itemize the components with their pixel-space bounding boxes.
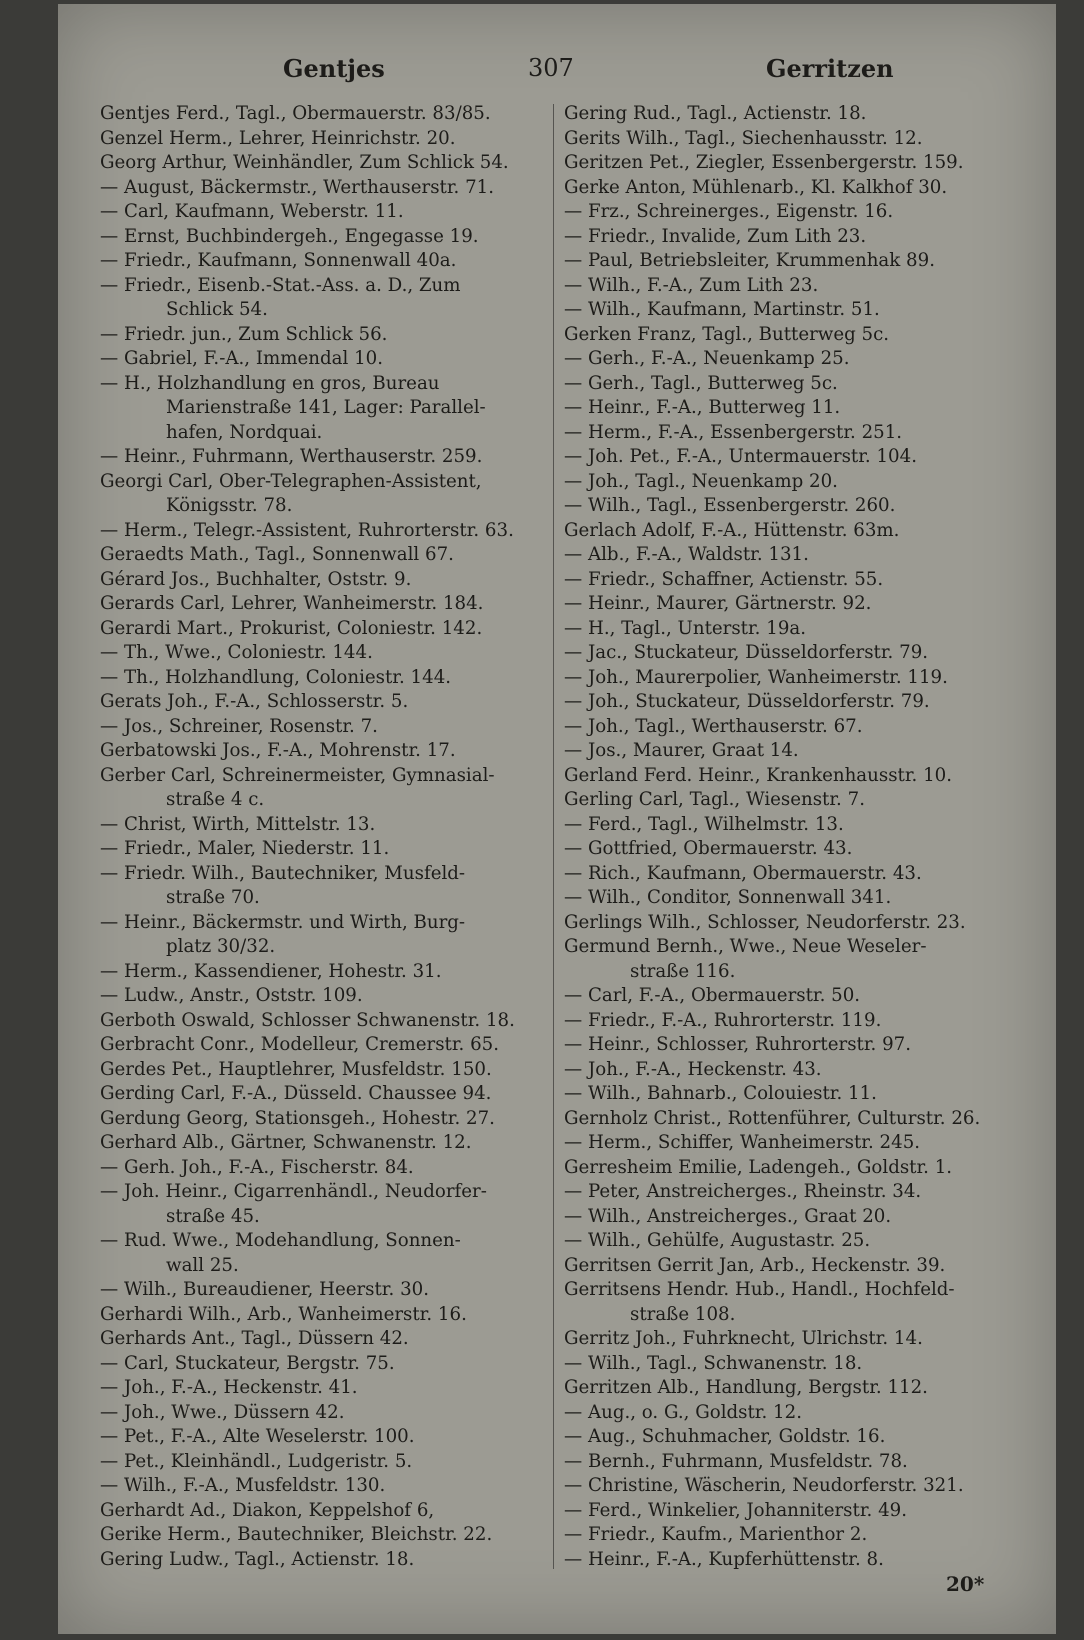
directory-entry: Gerits Wilh., Tagl., Siechenhausstr. 12. <box>564 127 923 149</box>
directory-entry: — Jos., Schreiner, Rosenstr. 7. <box>100 715 378 737</box>
header-right-keyword: Gerritzen <box>766 54 894 83</box>
sheet-signature: 20* <box>946 1572 985 1596</box>
directory-entry: — Th., Holzhandlung, Coloniestr. 144. <box>100 666 452 688</box>
directory-entry: Gerritsens Hendr. Hub., Handl., Hochfeld- <box>564 1279 955 1300</box>
directory-entry: — Pet., F.-A., Alte Weselerstr. 100. <box>100 1426 415 1447</box>
right-column <box>564 102 1024 1572</box>
directory-entry: Georgi Carl, Ober-Telegraphen-Assistent, <box>100 470 482 492</box>
directory-entry: — Wilh., Bureaudiener, Heerstr. 30. <box>100 1279 429 1300</box>
entry-continuation: Schlick 54. <box>166 299 268 320</box>
directory-entry: — Th., Wwe., Coloniestr. 144. <box>100 642 373 663</box>
directory-entry: Gerke Anton, Mühlenarb., Kl. Kalkhof 30. <box>564 176 948 198</box>
directory-entry: — Ferd., Tagl., Wilhelmstr. 13. <box>564 813 844 835</box>
entry-continuation: wall 25. <box>166 1254 239 1276</box>
directory-entry: — Herm., Kassendiener, Hohestr. 31. <box>100 960 442 982</box>
directory-entry: — Wilh., Gehülfe, Augustastr. 25. <box>564 1230 871 1251</box>
directory-entry: Gerhard Alb., Gärtner, Schwanenstr. 12. <box>100 1132 472 1153</box>
directory-entry: Geritzen Pet., Ziegler, Essenbergerstr. 159. <box>564 152 964 173</box>
directory-entry: Gerling Carl, Tagl., Wiesenstr. 7. <box>564 789 865 810</box>
directory-entry: — Friedr., Maler, Niederstr. 11. <box>100 838 390 859</box>
directory-entry: — Friedr., Kaufm., Marienthor 2. <box>564 1524 868 1545</box>
entry-continuation: straße 70. <box>166 887 260 908</box>
directory-entry: Geraedts Math., Tagl., Sonnenwall 67. <box>100 544 454 565</box>
directory-entry: — Aug., o. G., Goldstr. 12. <box>564 1401 802 1423</box>
directory-entry: Gerritsen Gerrit Jan, Arb., Heckenstr. 39. <box>564 1254 946 1276</box>
directory-entry: Germund Bernh., Wwe., Neue Weseler- <box>564 936 927 957</box>
directory-entry: Gerats Joh., F.-A., Schlosserstr. 5. <box>100 691 409 712</box>
directory-entry: — Wilh., F.-A., Zum Lith 23. <box>564 274 819 296</box>
entry-continuation: straße 45. <box>166 1205 260 1227</box>
left-column <box>100 102 550 1572</box>
directory-entry: Gerken Franz, Tagl., Butterweg 5c. <box>564 323 890 345</box>
directory-entry: — Carl, Kaufmann, Weberstr. 11. <box>100 201 404 222</box>
directory-entry: — Heinr., F.-A., Kupferhüttenstr. 8. <box>564 1548 884 1570</box>
directory-entry: — Joh. Pet., F.-A., Untermauerstr. 104. <box>564 446 917 467</box>
directory-entry: — Gottfried, Obermauerstr. 43. <box>564 838 853 859</box>
directory-entry: — Alb., F.-A., Waldstr. 131. <box>564 544 809 565</box>
directory-entry: — Heinr., Fuhrmann, Werthauserstr. 259. <box>100 446 483 467</box>
directory-entry: — Heinr., F.-A., Butterweg 11. <box>564 397 841 418</box>
entry-continuation: Marienstraße 141, Lager: Parallel- <box>166 397 486 418</box>
directory-entry: — Wilh., F.-A., Musfeldstr. 130. <box>100 1475 386 1496</box>
directory-entry: — Wilh., Kaufmann, Martinstr. 51. <box>564 299 880 320</box>
directory-entry: Gernholz Christ., Rottenführer, Culturstr. 26. <box>564 1107 981 1129</box>
directory-entry: — Friedr. jun., Zum Schlick 56. <box>100 323 388 345</box>
directory-entry: Gering Ludw., Tagl., Actienstr. 18. <box>100 1548 415 1570</box>
directory-entry: — Christine, Wäscherin, Neudorferstr. 321. <box>564 1475 964 1496</box>
directory-entry: — Paul, Betriebsleiter, Krummenhak 89. <box>564 250 935 271</box>
directory-entry: — Heinr., Maurer, Gärtnerstr. 92. <box>564 593 872 614</box>
directory-entry: — Frz., Schreinerges., Eigenstr. 16. <box>564 201 894 222</box>
directory-entry: Gerland Ferd. Heinr., Krankenhausstr. 10. <box>564 764 953 786</box>
directory-entry: — Joh. Heinr., Cigarrenhändl., Neudorfer- <box>100 1181 487 1202</box>
directory-entry: Gerdung Georg, Stationsgeh., Hohestr. 27. <box>100 1107 495 1129</box>
directory-entry: Gerding Carl, F.-A., Düsseld. Chaussee 94. <box>100 1083 492 1104</box>
header-left-keyword: Gentjes <box>283 54 385 83</box>
directory-entry: — Heinr., Schlosser, Ruhrorterstr. 97. <box>564 1034 912 1055</box>
directory-entry: — Wilh., Bahnarb., Colouiestr. 11. <box>564 1083 877 1104</box>
directory-entry: Georg Arthur, Weinhändler, Zum Schlick 54. <box>100 152 509 173</box>
directory-entry: Gerritz Joh., Fuhrknecht, Ulrichstr. 14. <box>564 1328 923 1349</box>
directory-entry: — Jac., Stuckateur, Düsseldorferstr. 79. <box>564 642 929 663</box>
directory-entry: — Wilh., Conditor, Sonnenwall 341. <box>564 887 892 908</box>
directory-entry: Gerbatowski Jos., F.-A., Mohrenstr. 17. <box>100 740 456 761</box>
directory-entry: — Herm., Telegr.-Assistent, Ruhrorterstr. 63. <box>100 519 514 541</box>
entry-continuation: platz 30/32. <box>166 936 276 957</box>
directory-entry: — Friedr. Wilh., Bautechniker, Musfeld- <box>100 862 466 884</box>
directory-entry: — Aug., Schuhmacher, Goldstr. 16. <box>564 1426 886 1447</box>
directory-entry: Gerboth Oswald, Schlosser Schwanenstr. 18. <box>100 1009 515 1031</box>
directory-entry: — Joh., Tagl., Werthauserstr. 67. <box>564 715 863 737</box>
directory-entry: — Bernh., Fuhrmann, Musfeldstr. 78. <box>564 1450 908 1472</box>
directory-entry: Gérard Jos., Buchhalter, Oststr. 9. <box>100 568 412 590</box>
directory-entry: — Carl, F.-A., Obermauerstr. 50. <box>564 985 861 1006</box>
directory-entry: — Joh., Tagl., Neuenkamp 20. <box>564 470 838 492</box>
directory-entry: Gentjes Ferd., Tagl., Obermauerstr. 83/85. <box>100 103 491 124</box>
directory-entry: — Friedr., Kaufmann, Sonnenwall 40a. <box>100 250 457 271</box>
directory-entry: — Joh., Stuckateur, Düsseldorferstr. 79. <box>564 691 930 712</box>
directory-entry: — Joh., Maurerpolier, Wanheimerstr. 119. <box>564 666 948 688</box>
directory-entry: — Joh., Wwe., Düssern 42. <box>100 1401 345 1423</box>
directory-entry: — Wilh., Tagl., Essenbergerstr. 260. <box>564 495 896 516</box>
directory-entry: Gerlings Wilh., Schlosser, Neudorferstr. 23. <box>564 911 966 933</box>
directory-entry: Gering Rud., Tagl., Actienstr. 18. <box>564 103 867 124</box>
directory-entry: Gerlach Adolf, F.-A., Hüttenstr. 63m. <box>564 519 900 541</box>
directory-entry: — Jos., Maurer, Graat 14. <box>564 740 799 761</box>
page-number: 307 <box>528 54 574 82</box>
directory-entry: — Peter, Anstreicherges., Rheinstr. 34. <box>564 1181 922 1202</box>
directory-entry: Gerhardi Wilh., Arb., Wanheimerstr. 16. <box>100 1303 467 1325</box>
directory-entry: Gerardi Mart., Prokurist, Coloniestr. 142. <box>100 617 483 639</box>
directory-entry: Gerresheim Emilie, Ladengeh., Goldstr. 1. <box>564 1156 953 1178</box>
directory-entry: — Wilh., Anstreicherges., Graat 20. <box>564 1205 892 1227</box>
directory-entry: Gerhardt Ad., Diakon, Keppelshof 6, <box>100 1499 435 1521</box>
directory-entry: — Rich., Kaufmann, Obermauerstr. 43. <box>564 862 922 884</box>
directory-entry: Gerdes Pet., Hauptlehrer, Musfeldstr. 150. <box>100 1058 492 1080</box>
entry-continuation: straße 116. <box>630 960 736 982</box>
directory-entry: Gerber Carl, Schreinermeister, Gymnasial- <box>100 764 495 786</box>
directory-entry: — Wilh., Tagl., Schwanenstr. 18. <box>564 1352 863 1374</box>
entry-continuation: Königsstr. 78. <box>166 495 293 516</box>
directory-entry: — Friedr., F.-A., Ruhrorterstr. 119. <box>564 1009 882 1031</box>
directory-entry: — Gerh., F.-A., Neuenkamp 25. <box>564 348 850 369</box>
directory-entry: — Gerh., Tagl., Butterweg 5c. <box>564 372 838 394</box>
directory-entry: — August, Bäckermstr., Werthauserstr. 71. <box>100 176 495 198</box>
directory-page <box>58 4 1056 1634</box>
directory-entry: — Pet., Kleinhändl., Ludgeristr. 5. <box>100 1450 413 1472</box>
directory-entry: — Ludw., Anstr., Oststr. 109. <box>100 985 363 1006</box>
directory-entry: — Joh., F.-A., Heckenstr. 43. <box>564 1058 822 1080</box>
directory-entry: — Friedr., Invalide, Zum Lith 23. <box>564 225 867 247</box>
directory-entry: — Friedr., Schaffner, Actienstr. 55. <box>564 568 884 590</box>
entry-continuation: straße 4 c. <box>166 789 265 810</box>
directory-entry: — Ernst, Buchbindergeh., Engegasse 19. <box>100 225 479 247</box>
directory-entry: — Herm., Schiffer, Wanheimerstr. 245. <box>564 1132 921 1153</box>
directory-entry: — Friedr., Eisenb.-Stat.-Ass. a. D., Zum <box>100 274 461 296</box>
directory-entry: — Heinr., Bäckermstr. und Wirth, Burg- <box>100 911 466 933</box>
directory-entry: — Christ, Wirth, Mittelstr. 13. <box>100 813 376 835</box>
directory-entry: — Rud. Wwe., Modehandlung, Sonnen- <box>100 1230 461 1251</box>
directory-entry: Genzel Herm., Lehrer, Heinrichstr. 20. <box>100 127 456 149</box>
directory-entry: — H., Holzhandlung en gros, Bureau <box>100 372 440 394</box>
directory-entry: Gerike Herm., Bautechniker, Bleichstr. 22. <box>100 1524 493 1545</box>
directory-entry: Gerritzen Alb., Handlung, Bergstr. 112. <box>564 1377 928 1398</box>
entry-continuation: hafen, Nordquai. <box>166 421 323 443</box>
entry-continuation: straße 108. <box>630 1303 736 1325</box>
directory-entry: — Herm., F.-A., Essenbergerstr. 251. <box>564 421 903 443</box>
directory-entry: — H., Tagl., Unterstr. 19a. <box>564 617 807 639</box>
page-header <box>58 54 1056 94</box>
directory-entry: — Carl, Stuckateur, Bergstr. 75. <box>100 1352 395 1374</box>
directory-entry: — Gerh. Joh., F.-A., Fischerstr. 84. <box>100 1156 414 1178</box>
directory-entry: — Gabriel, F.-A., Immendal 10. <box>100 348 383 369</box>
directory-entry: Gerards Carl, Lehrer, Wanheimerstr. 184. <box>100 593 484 614</box>
directory-entry: — Joh., F.-A., Heckenstr. 41. <box>100 1377 358 1398</box>
column-divider <box>553 104 554 1569</box>
directory-entry: Gerbracht Conr., Modelleur, Cremerstr. 65. <box>100 1034 500 1055</box>
directory-entry: Gerhards Ant., Tagl., Düssern 42. <box>100 1328 409 1349</box>
directory-entry: — Ferd., Winkelier, Johanniterstr. 49. <box>564 1499 908 1521</box>
